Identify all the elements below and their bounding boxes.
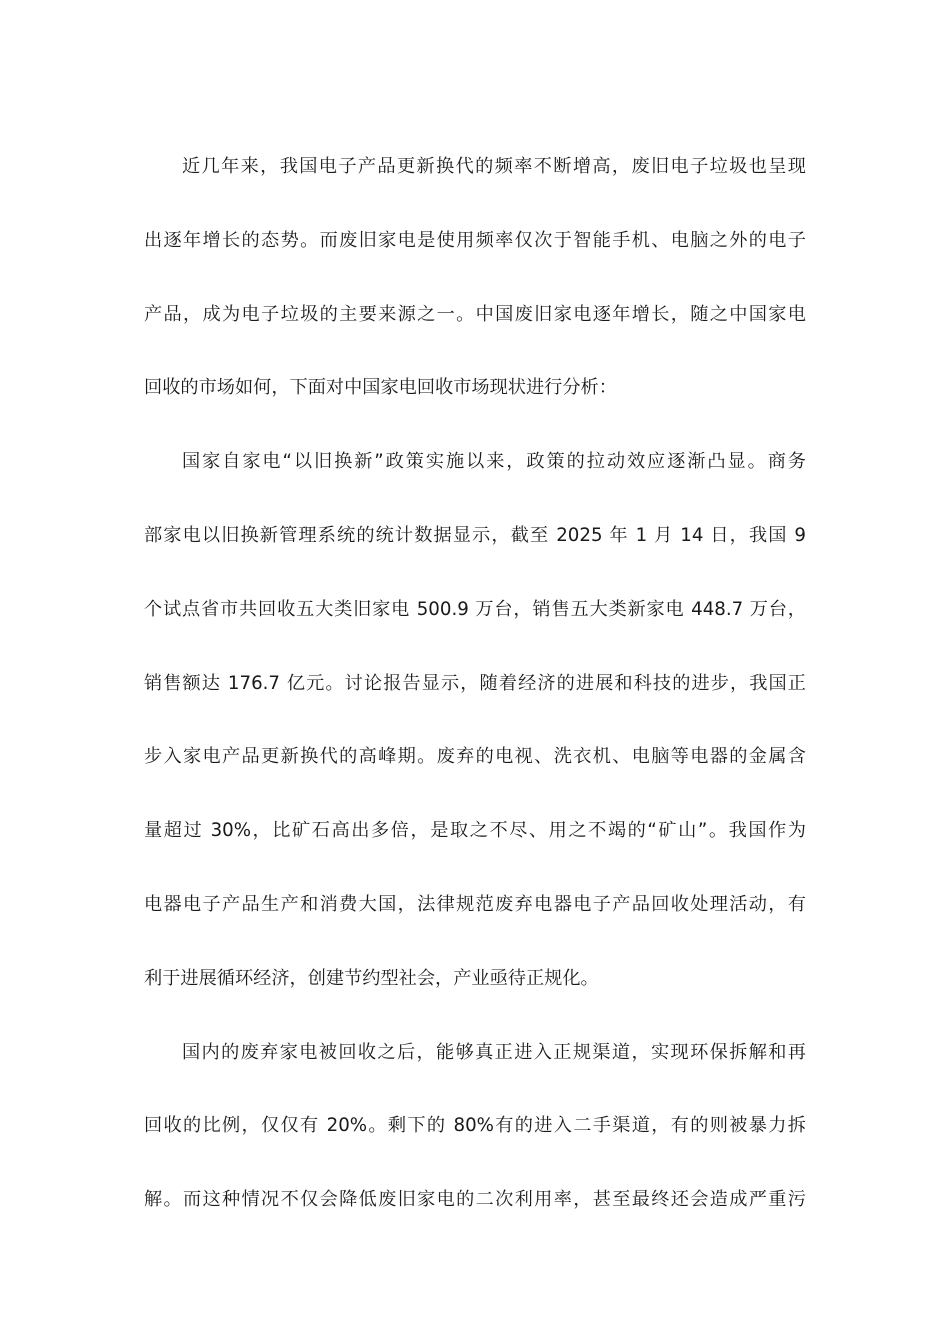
text-line: 部家电以旧换新管理系统的统计数据显示，截至 2025 年 1 月 14 日，我国 9 bbox=[144, 524, 806, 546]
text-line: 回收的市场如何，下面对中国家电回收市场现状进行分析： bbox=[144, 377, 617, 399]
text-line: 近几年来，我国电子产品更新换代的频率不断增高，废旧电子垃圾也呈现 bbox=[182, 156, 806, 177]
paragraph-3 bbox=[144, 1016, 806, 1237]
paragraph-1 bbox=[144, 130, 806, 425]
text-line: 国家自家电“以旧换新”政策实施以来，政策的拉动效应逐渐凸显。商务 bbox=[182, 451, 806, 473]
text-line: 电器电子产品生产和消费大国，法律规范废弃电器电子产品回收处理活动，有 bbox=[144, 893, 806, 915]
text-line: 个试点省市共回收五大类旧家电 500.9 万台，销售五大类新家电 448.7 万台， bbox=[144, 598, 806, 620]
text-line: 国内的废弃家电被回收之后，能够真正进入正规渠道，实现环保拆解和再 bbox=[182, 1041, 806, 1063]
text-line: 利于进展循环经济，创建节约型社会，产业亟待正规化。 bbox=[144, 967, 599, 989]
paragraph-2 bbox=[144, 425, 806, 1015]
text-line: 步入家电产品更新换代的高峰期。废弃的电视、洗衣机、电脑等电器的金属含 bbox=[144, 746, 806, 768]
document-body bbox=[144, 130, 806, 1237]
text-line: 产品，成为电子垃圾的主要来源之一。中国废旧家电逐年增长，随之中国家电 bbox=[144, 303, 806, 325]
text-line: 量超过 30%，比矿石高出多倍，是取之不尽、用之不竭的“矿山”。我国作为 bbox=[144, 820, 806, 842]
text-line: 出逐年增长的态势。而废旧家电是使用频率仅次于智能手机、电脑之外的电子 bbox=[144, 229, 806, 251]
text-line: 销售额达 176.7 亿元。讨论报告显示，随着经济的进展和科技的进步，我国正 bbox=[144, 672, 806, 694]
text-line: 回收的比例，仅仅有 20%。剩下的 80%有的进入二手渠道，有的则被暴力拆 bbox=[144, 1115, 806, 1137]
text-line: 解。而这种情况不仅会降低废旧家电的二次利用率，甚至最终还会造成严重污 bbox=[144, 1189, 806, 1211]
